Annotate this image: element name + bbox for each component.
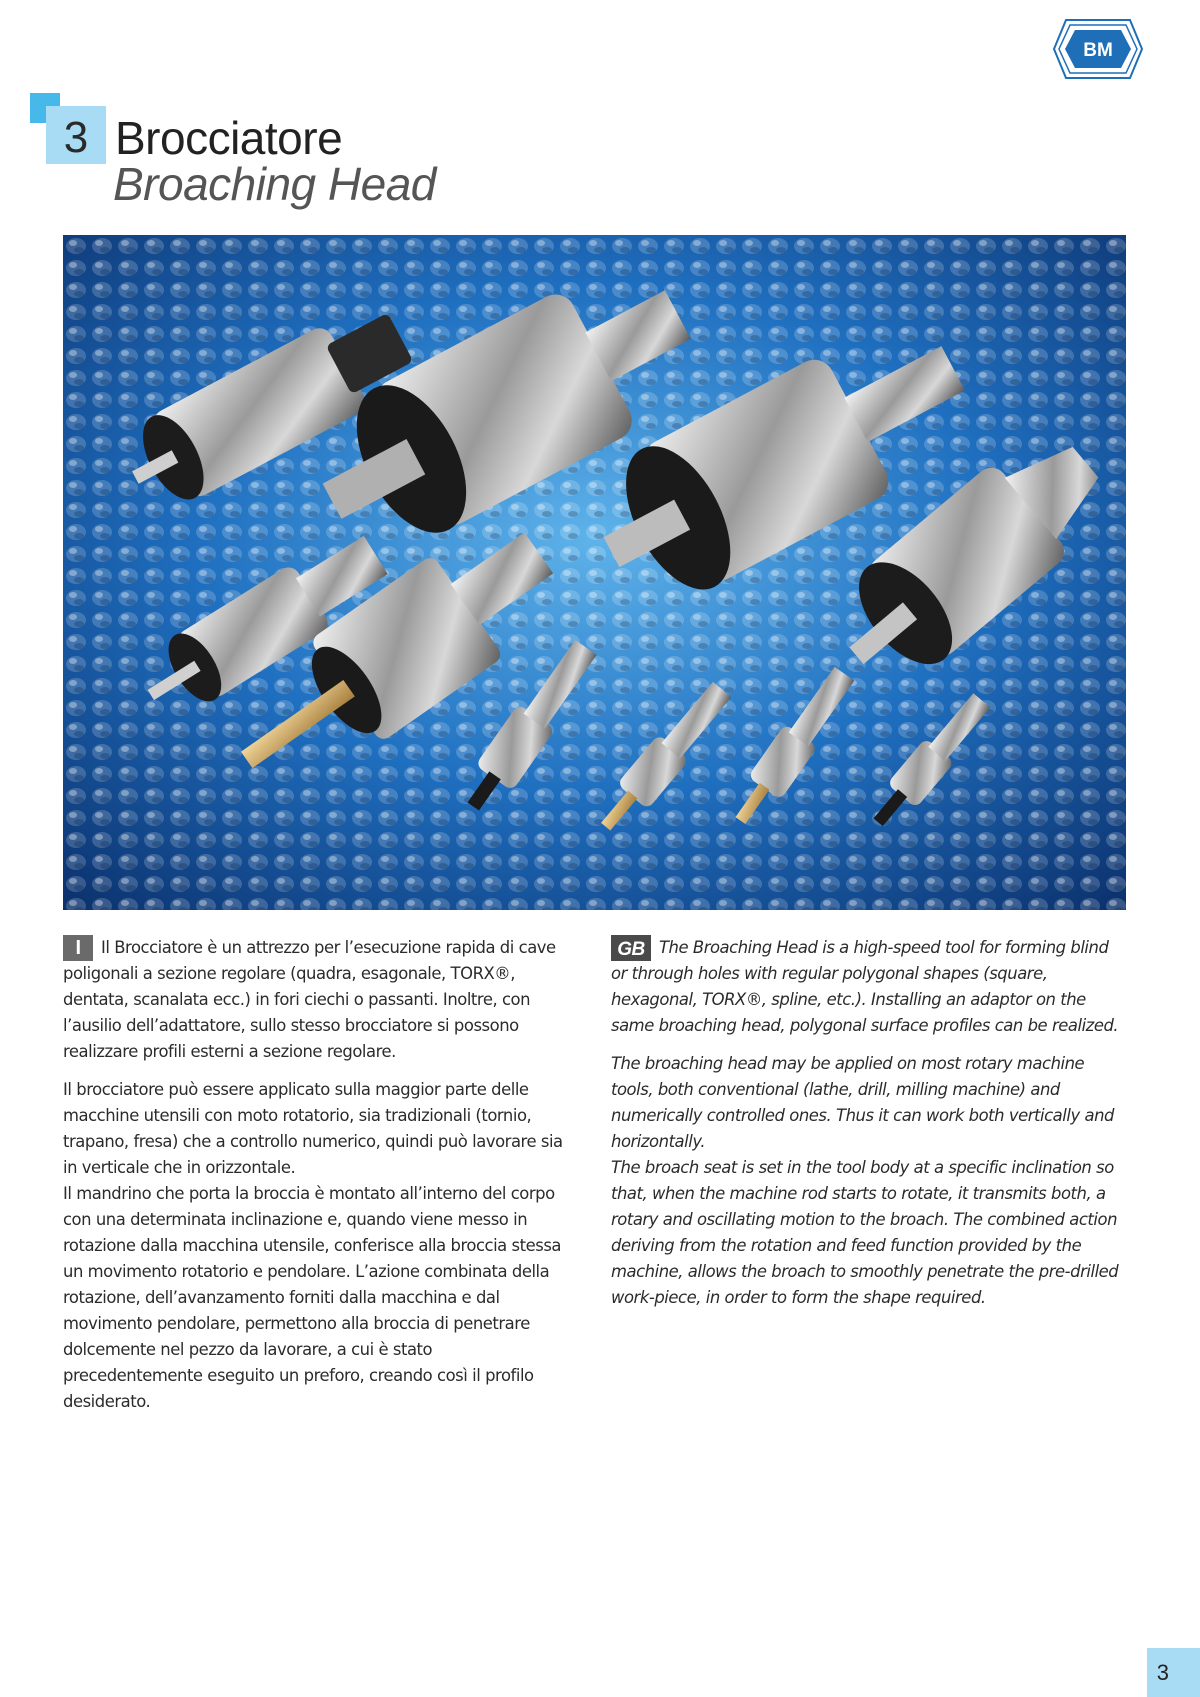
page-title-english: Broaching Head — [113, 158, 436, 210]
bm-logo — [1052, 18, 1144, 80]
italian-paragraph-2: Il brocciatore può essere applicato sulla maggior parte delle macchine utensili con moto rotatorio, sia tradizionali (tornio, trapano, fresa) che a controllo numerico, quindi può lavorare sia in verticale che in orizzontale. — [63, 1080, 563, 1177]
italian-paragraph-1-text: Il Brocciatore è un attrezzo per l’esecuzione rapida di cave poligonali a sezione regolare (quadra, esagonale, TORX®, dentata, scanalata ecc.) in fori ciechi o passanti. Inoltre, con l’ausilio dell’adattatore, sullo stesso brocciatore si possono realizzare profili esterni a sezione regolare. — [63, 938, 556, 1061]
language-tag-italian: I — [63, 935, 93, 961]
italian-paragraph-1 — [63, 935, 573, 1065]
italian-text-column — [63, 935, 573, 1427]
page-number: 3 — [1156, 1660, 1169, 1685]
english-paragraph-1 — [611, 935, 1121, 1039]
italian-paragraph-3: Il mandrino che porta la broccia è montato all’interno del corpo con una determinata inclinazione e, quando viene messo in rotazione dalla macchina utensile, conferisce alla broccia stessa un movimento rotatorio e pendolare. L’azione combinata della rotazione, dell’avanzamento forniti dalla macchina e dal movimento pendolare, permettono alla broccia di penetrare dolcemente nel pezzo da lavorare, a cui è stato precedentemente eseguito un preforo, creando così il profilo desiderato. — [63, 1184, 562, 1411]
english-text-column — [611, 935, 1121, 1323]
section-number: 3 — [63, 113, 89, 162]
english-paragraph-2: The broaching head may be applied on most rotary machine tools, both conventional (lathe, drill, milling machine) and numerically controlled ones. Thus it can work both vertically and horizontally. — [611, 1054, 1114, 1151]
language-tag-english: GB — [611, 935, 651, 961]
english-paragraph-1-text: The Broaching Head is a high-speed tool for forming blind or through holes with regular polygonal shapes (square, hexagonal, TORX®, spline, etc.). Installing an adaptor on the same broaching head, polygonal surface profiles can be realized. — [611, 938, 1119, 1035]
logo-text: BM — [1083, 40, 1113, 61]
page-title-italian: Brocciatore — [115, 112, 343, 164]
product-photo — [63, 235, 1126, 910]
english-paragraph-3: The broach seat is set in the tool body at a specific inclination so that, when the machine rod starts to rotate, it transmits both, a rotary and oscillating motion to the broach. The combined action deriving from the rotation and feed function provided by the machine, allows the broach to smoothly penetrate the pre-drilled work-piece, in order to form the shape required. — [611, 1158, 1119, 1307]
